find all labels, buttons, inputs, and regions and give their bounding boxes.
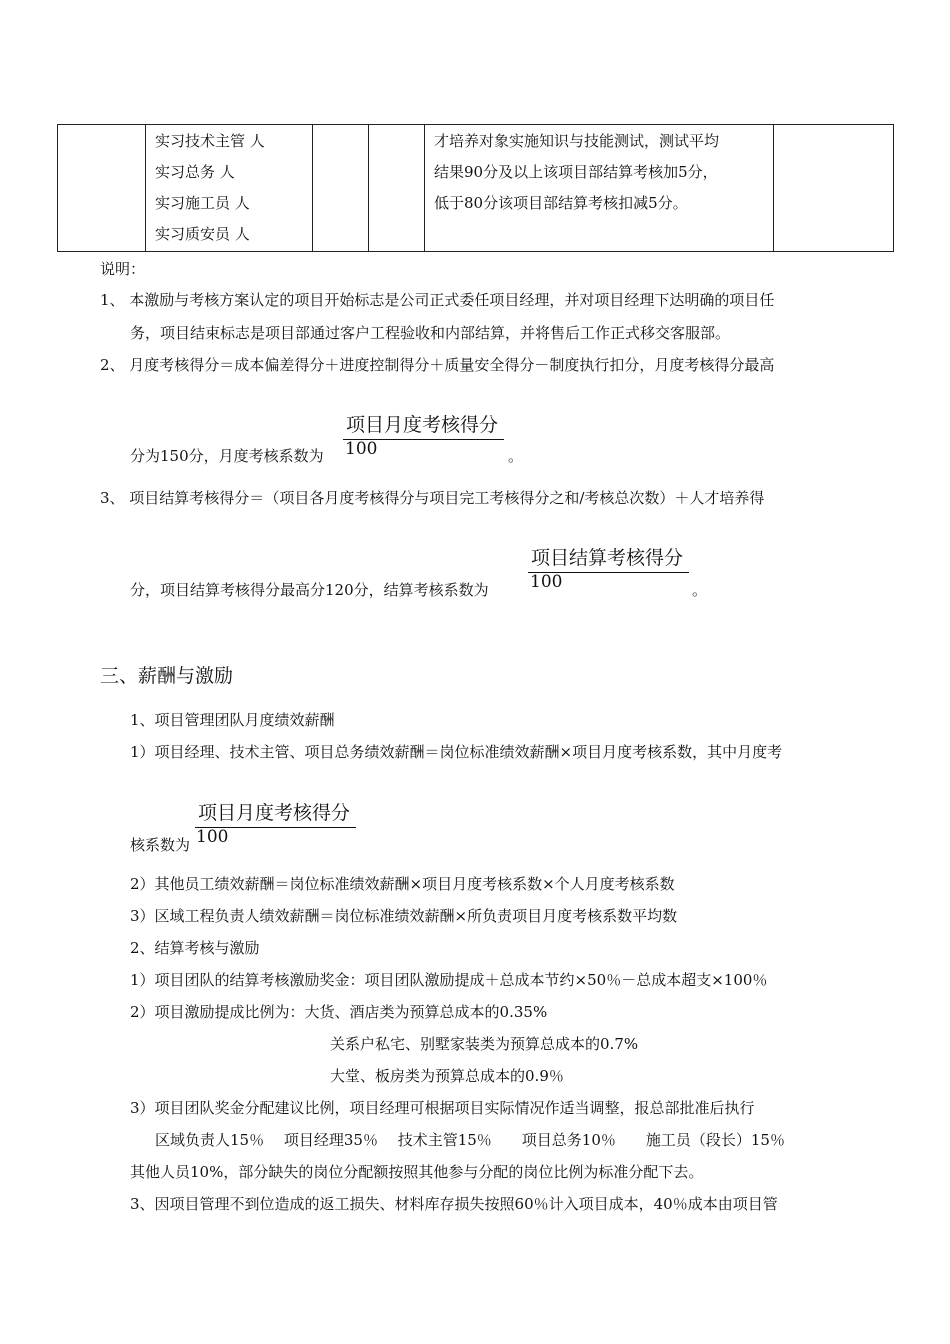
paragraph: 大堂、板房类为预算总成本的0.9％: [330, 1067, 564, 1085]
table-cell: [146, 125, 313, 252]
assessment-table: [57, 124, 894, 252]
cell-line: 实习施工员 人: [155, 194, 250, 212]
table-cell: [313, 125, 369, 252]
note-item-2-line-1: 2、 月度考核得分＝成本偏差得分＋进度控制得分＋质量安全得分－制度执行扣分，月度考核得分最高: [100, 356, 775, 374]
paragraph: 1）项目团队的结算考核激励奖金：项目团队激励提成＋总成本节约×50％－总成本超支×100％: [130, 971, 768, 989]
formula-numerator: 项目月度考核得分: [343, 410, 504, 440]
notes-heading: 说明：: [100, 260, 146, 278]
cell-line: 才培养对象实施知识与技能测试，测试平均: [434, 132, 720, 150]
paragraph: 3）区域工程负责人绩效薪酬＝岗位标准绩效薪酬×所负责项目月度考核系数平均数: [130, 907, 678, 925]
formula-numerator: 项目月度考核得分: [195, 798, 356, 828]
note-item-3-line-1: 3、 项目结算考核得分＝（项目各月度考核得分与项目完工考核得分之和/考核总次数）＋人才培养得: [100, 489, 765, 507]
table-cell: [774, 125, 894, 252]
section-title: 三、薪酬与激励: [100, 665, 234, 687]
sentence-end: 。: [692, 581, 708, 599]
formula-denominator: 100: [345, 439, 378, 459]
table-cell: [369, 125, 425, 252]
table-row: [58, 125, 894, 252]
cell-line: 实习质安员 人: [155, 225, 250, 243]
paragraph: 2、结算考核与激励: [130, 939, 260, 957]
cell-line: 实习总务 人: [155, 163, 235, 181]
paragraph: 3）项目团队奖金分配建议比例，项目经理可根据项目实际情况作适当调整，报总部批准后执行: [130, 1099, 755, 1117]
cell-line: 低于80分该项目部结算考核扣减5分。: [434, 194, 688, 212]
note-item-1-line-2: 务，项目结束标志是项目部通过客户工程验收和内部结算，并将售后工作正式移交客服部。: [130, 324, 731, 342]
formula-denominator: 100: [196, 827, 229, 847]
note-item-3-line-2: 分，项目结算考核得分最高分120分，结算考核系数为: [130, 581, 489, 599]
table-cell: [425, 125, 774, 252]
paragraph: 其他人员10%，部分缺失的岗位分配额按照其他参与分配的岗位比例为标准分配下去。: [130, 1163, 704, 1181]
formula-numerator: 项目结算考核得分: [528, 543, 689, 573]
sentence-end: 。: [508, 447, 524, 465]
paragraph: 核系数为: [130, 836, 191, 854]
paragraph: 区域负责人15％ 项目经理35％ 技术主管15％ 项目总务10％ 施工员（段长）15％: [155, 1131, 785, 1149]
paragraph: 3、因项目管理不到位造成的返工损失、材料库存损失按照60％计入项目成本，40％成本由项目管: [130, 1195, 778, 1213]
paragraph: 2）其他员工绩效薪酬＝岗位标准绩效薪酬×项目月度考核系数×个人月度考核系数: [130, 875, 675, 893]
paragraph: 1、项目管理团队月度绩效薪酬: [130, 711, 335, 729]
paragraph: 1）项目经理、技术主管、项目总务绩效薪酬＝岗位标准绩效薪酬×项目月度考核系数，其中月度考: [130, 743, 783, 761]
formula-denominator: 100: [530, 572, 563, 592]
paragraph: 2）项目激励提成比例为：大货、酒店类为预算总成本的0.35%: [130, 1003, 548, 1021]
cell-line: 结果90分及以上该项目部结算考核加5分，: [434, 163, 718, 181]
cell-line: 实习技术主管 人: [155, 132, 265, 150]
paragraph: 关系户私宅、别墅家装类为预算总成本的0.7%: [330, 1035, 639, 1053]
note-item-1-line-1: 1、 本激励与考核方案认定的项目开始标志是公司正式委任项目经理，并对项目经理下达明确的项目任: [100, 291, 775, 309]
note-item-2-line-2: 分为150分，月度考核系数为: [130, 447, 324, 465]
table-cell: [58, 125, 146, 252]
